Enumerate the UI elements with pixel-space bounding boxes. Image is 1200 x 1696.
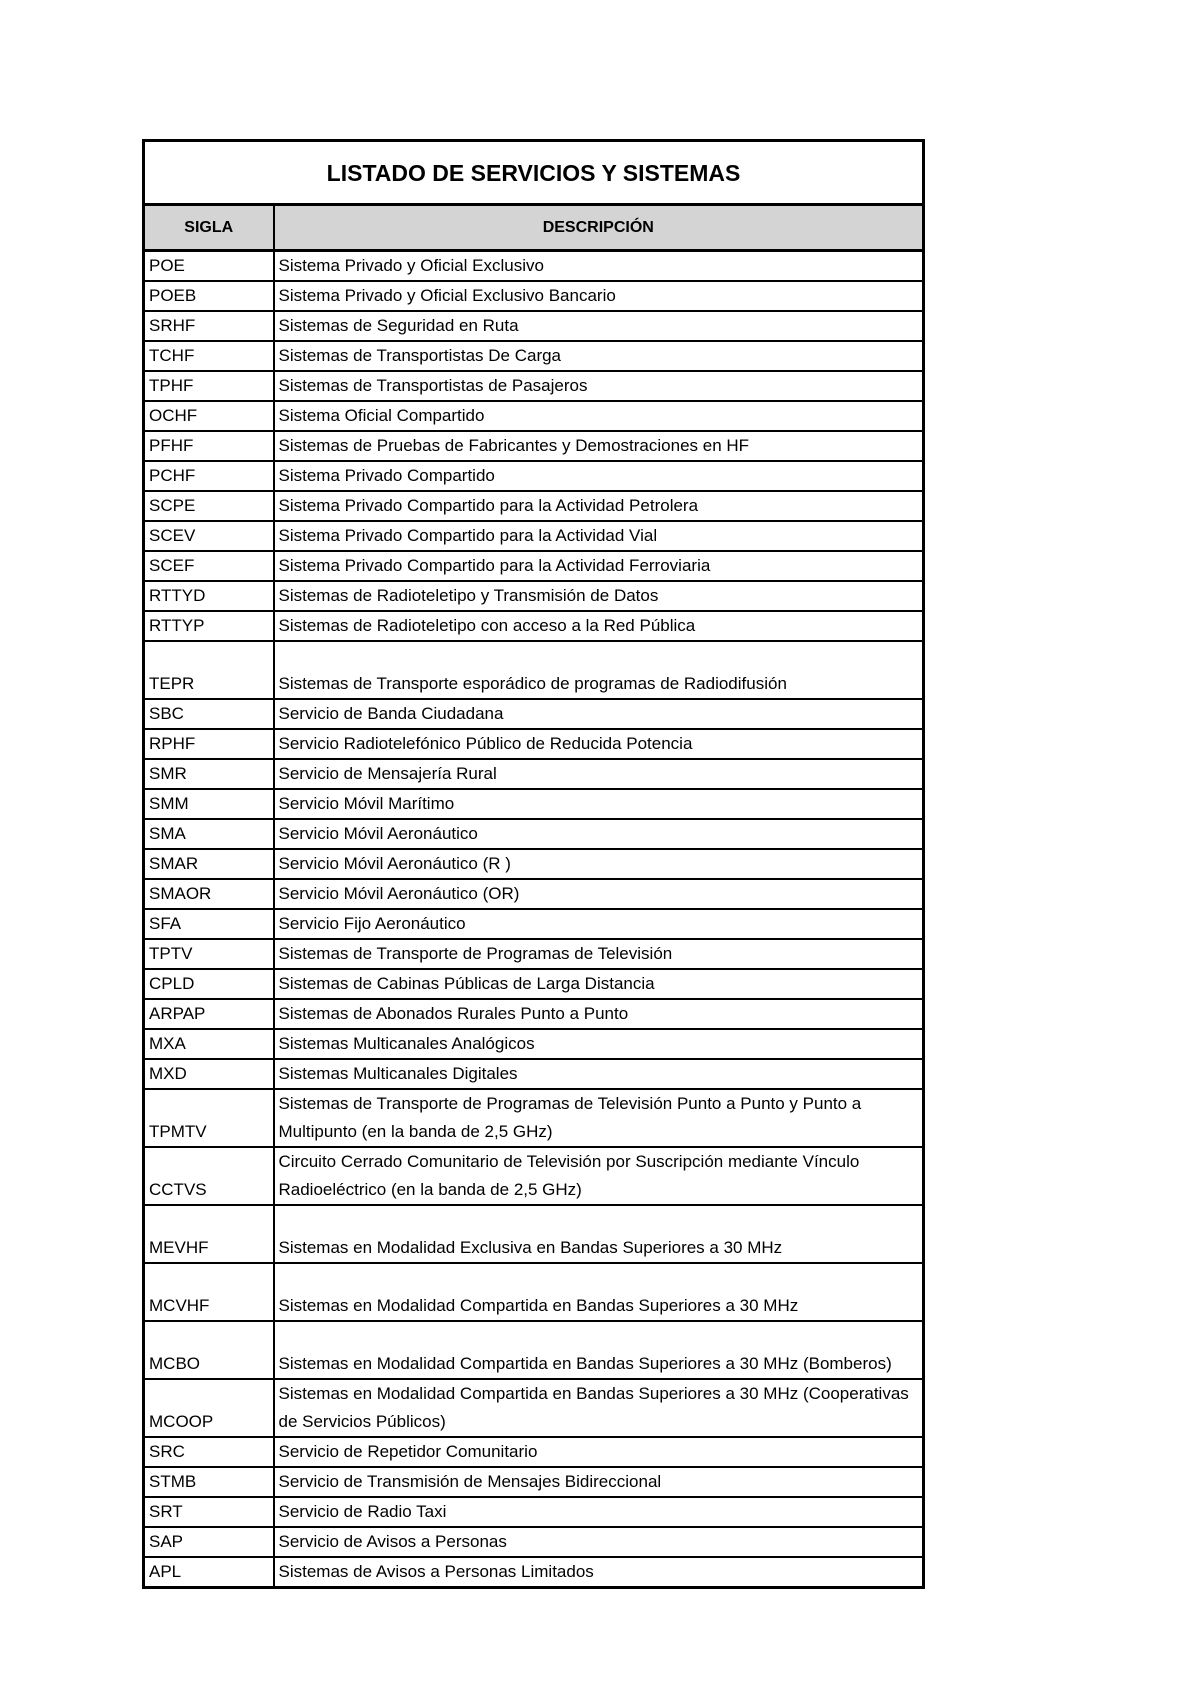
table-body: [144, 251, 924, 1588]
sigla-cell: SCEV: [144, 521, 274, 551]
descripcion-cell: Sistema Oficial Compartido: [274, 401, 924, 431]
descripcion-cell: Sistema Privado Compartido para la Actividad Vial: [274, 521, 924, 551]
sigla-cell: MEVHF: [144, 1205, 274, 1263]
sigla-cell: CPLD: [144, 969, 274, 999]
descripcion-cell: Sistemas de Abonados Rurales Punto a Punto: [274, 999, 924, 1029]
table-row: [144, 1379, 924, 1437]
sigla-cell: MCOOP: [144, 1379, 274, 1437]
descripcion-cell: Sistemas de Pruebas de Fabricantes y Demostraciones en HF: [274, 431, 924, 461]
header-row: [144, 205, 924, 251]
sigla-cell: PFHF: [144, 431, 274, 461]
descripcion-cell: Sistemas de Transportistas De Carga: [274, 341, 924, 371]
sigla-cell: SRHF: [144, 311, 274, 341]
sigla-cell: MCBO: [144, 1321, 274, 1379]
sigla-cell: STMB: [144, 1467, 274, 1497]
descripcion-cell: Sistema Privado Compartido: [274, 461, 924, 491]
table-row: [144, 431, 924, 461]
table-row: [144, 1467, 924, 1497]
table-row: [144, 461, 924, 491]
descripcion-cell: Servicio de Transmisión de Mensajes Bidireccional: [274, 1467, 924, 1497]
title-row: [144, 141, 924, 205]
sigla-cell: OCHF: [144, 401, 274, 431]
descripcion-cell: Sistemas de Seguridad en Ruta: [274, 311, 924, 341]
sigla-cell: POEB: [144, 281, 274, 311]
descripcion-cell: Sistemas de Avisos a Personas Limitados: [274, 1557, 924, 1588]
sigla-cell: TEPR: [144, 641, 274, 699]
descripcion-cell: Servicio Móvil Aeronáutico (OR): [274, 879, 924, 909]
descripcion-cell: Servicio Móvil Aeronáutico (R ): [274, 849, 924, 879]
table-title: LISTADO DE SERVICIOS Y SISTEMAS: [144, 141, 924, 205]
table-row: [144, 581, 924, 611]
sigla-cell: SFA: [144, 909, 274, 939]
descripcion-cell: Sistemas de Radioteletipo con acceso a la Red Pública: [274, 611, 924, 641]
table-row: [144, 1059, 924, 1089]
sigla-cell: CCTVS: [144, 1147, 274, 1205]
sigla-cell: RTTYP: [144, 611, 274, 641]
table-row: [144, 1321, 924, 1379]
descripcion-cell: Sistemas en Modalidad Compartida en Bandas Superiores a 30 MHz: [274, 1263, 924, 1321]
sigla-cell: MCVHF: [144, 1263, 274, 1321]
table-row: [144, 879, 924, 909]
table-row: [144, 521, 924, 551]
descripcion-cell: Sistemas de Transporte de Programas de Televisión Punto a Punto y Punto a Multipunto (en la banda de 2,5 GHz): [274, 1089, 924, 1147]
table-row: [144, 311, 924, 341]
descripcion-cell: Sistema Privado Compartido para la Actividad Ferroviaria: [274, 551, 924, 581]
descripcion-cell: Sistemas en Modalidad Compartida en Bandas Superiores a 30 MHz (Cooperativas de Servicios Públicos): [274, 1379, 924, 1437]
sigla-cell: TCHF: [144, 341, 274, 371]
sigla-cell: RPHF: [144, 729, 274, 759]
table-row: [144, 1527, 924, 1557]
table-row: [144, 819, 924, 849]
table-row: [144, 939, 924, 969]
sigla-cell: TPMTV: [144, 1089, 274, 1147]
descripcion-cell: Sistemas de Radioteletipo y Transmisión de Datos: [274, 581, 924, 611]
table-row: [144, 1205, 924, 1263]
sigla-cell: SMAOR: [144, 879, 274, 909]
descripcion-cell: Sistemas Multicanales Digitales: [274, 1059, 924, 1089]
descripcion-cell: Sistemas de Cabinas Públicas de Larga Distancia: [274, 969, 924, 999]
sigla-cell: SRC: [144, 1437, 274, 1467]
table-row: [144, 969, 924, 999]
table-row: [144, 251, 924, 282]
table-row: [144, 909, 924, 939]
sigla-cell: MXA: [144, 1029, 274, 1059]
table-row: [144, 341, 924, 371]
table-row: [144, 401, 924, 431]
sigla-cell: SMAR: [144, 849, 274, 879]
descripcion-cell: Circuito Cerrado Comunitario de Televisión por Suscripción mediante Vínculo Radioeléctrico (en la banda de 2,5 GHz): [274, 1147, 924, 1205]
descripcion-cell: Sistemas de Transporte de Programas de Televisión: [274, 939, 924, 969]
table-row: [144, 1089, 924, 1147]
descripcion-cell: Servicio de Repetidor Comunitario: [274, 1437, 924, 1467]
table-row: [144, 281, 924, 311]
descripcion-cell: Sistemas en Modalidad Compartida en Bandas Superiores a 30 MHz (Bomberos): [274, 1321, 924, 1379]
sigla-cell: SMM: [144, 789, 274, 819]
header-sigla: SIGLA: [144, 205, 274, 251]
descripcion-cell: Servicio de Avisos a Personas: [274, 1527, 924, 1557]
table-row: [144, 1147, 924, 1205]
sigla-cell: PCHF: [144, 461, 274, 491]
sigla-cell: SCEF: [144, 551, 274, 581]
table-row: [144, 1557, 924, 1588]
descripcion-cell: Servicio Móvil Aeronáutico: [274, 819, 924, 849]
sigla-cell: ARPAP: [144, 999, 274, 1029]
descripcion-cell: Sistemas de Transportistas de Pasajeros: [274, 371, 924, 401]
descripcion-cell: Sistemas en Modalidad Exclusiva en Bandas Superiores a 30 MHz: [274, 1205, 924, 1263]
sigla-cell: SAP: [144, 1527, 274, 1557]
sigla-cell: SBC: [144, 699, 274, 729]
sigla-cell: POE: [144, 251, 274, 282]
table-row: [144, 1497, 924, 1527]
sigla-cell: TPHF: [144, 371, 274, 401]
table-row: [144, 699, 924, 729]
table-row: [144, 491, 924, 521]
table-row: [144, 729, 924, 759]
sigla-cell: RTTYD: [144, 581, 274, 611]
table-row: [144, 611, 924, 641]
table-row: [144, 849, 924, 879]
table-row: [144, 1263, 924, 1321]
descripcion-cell: Servicio de Banda Ciudadana: [274, 699, 924, 729]
descripcion-cell: Sistema Privado y Oficial Exclusivo Bancario: [274, 281, 924, 311]
table-row: [144, 759, 924, 789]
table-row: [144, 789, 924, 819]
table-row: [144, 1437, 924, 1467]
table-row: [144, 641, 924, 699]
descripcion-cell: Sistemas de Transporte esporádico de programas de Radiodifusión: [274, 641, 924, 699]
sigla-cell: SRT: [144, 1497, 274, 1527]
descripcion-cell: Sistema Privado y Oficial Exclusivo: [274, 251, 924, 282]
descripcion-cell: Servicio de Radio Taxi: [274, 1497, 924, 1527]
sigla-cell: SMR: [144, 759, 274, 789]
sigla-cell: APL: [144, 1557, 274, 1588]
descripcion-cell: Sistema Privado Compartido para la Actividad Petrolera: [274, 491, 924, 521]
header-descripcion: DESCRIPCIÓN: [274, 205, 924, 251]
sigla-cell: SMA: [144, 819, 274, 849]
descripcion-cell: Servicio Fijo Aeronáutico: [274, 909, 924, 939]
table-row: [144, 999, 924, 1029]
sigla-cell: MXD: [144, 1059, 274, 1089]
descripcion-cell: Servicio de Mensajería Rural: [274, 759, 924, 789]
descripcion-cell: Servicio Radiotelefónico Público de Reducida Potencia: [274, 729, 924, 759]
table-row: [144, 1029, 924, 1059]
descripcion-cell: Sistemas Multicanales Analógicos: [274, 1029, 924, 1059]
sigla-cell: TPTV: [144, 939, 274, 969]
sigla-cell: SCPE: [144, 491, 274, 521]
table-row: [144, 371, 924, 401]
descripcion-cell: Servicio Móvil Marítimo: [274, 789, 924, 819]
services-table: [142, 139, 925, 1589]
table-row: [144, 551, 924, 581]
